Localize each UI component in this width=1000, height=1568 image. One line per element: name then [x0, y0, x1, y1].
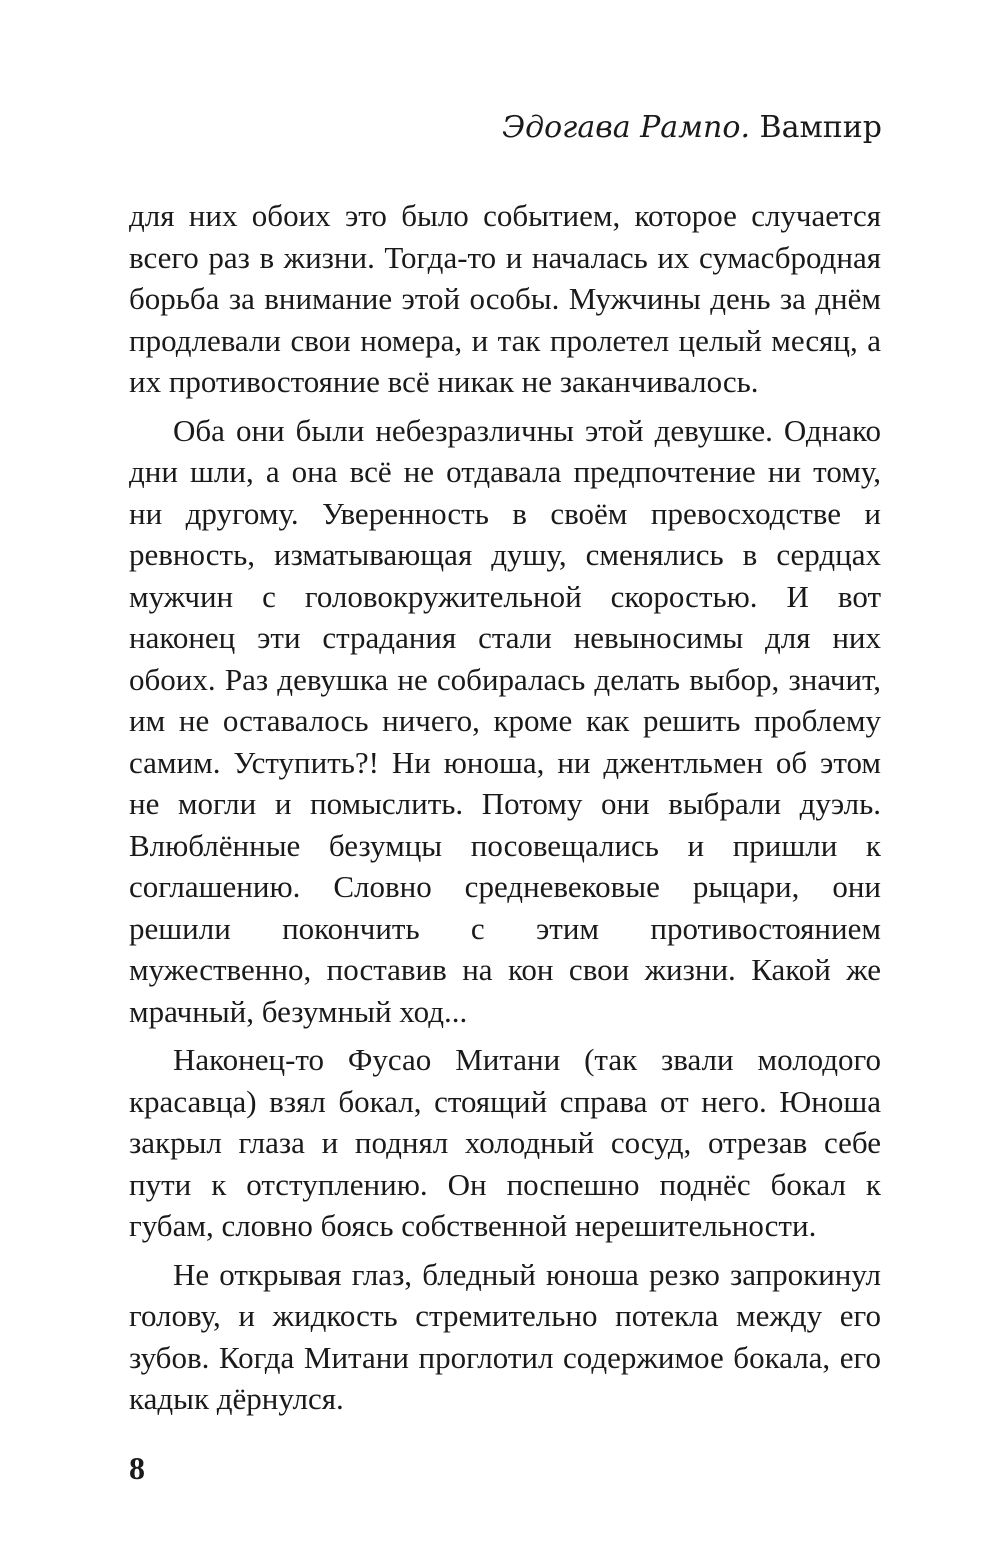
page-number: 8 [129, 1450, 145, 1486]
paragraph-3: Наконец-то Фусао Митани (так звали молодого красавца) взял бокал, стоящий справа от него. Юноша закрыл глаза и поднял холодный сосуд, отрезав себе пути к отступлению. Он поспешно поднёс бокал к губам, словно боясь собственной нерешительности. [129, 1042, 881, 1243]
running-head [502, 108, 882, 148]
paragraph-1: для них обоих это было событием, которое случается всего раз в жизни. Тогда-то и началась их сумасбродная борьба за внимание этой особы. Мужчины день за днём продлевали свои номера, и так пролетел целый месяц, а их противостояние всё никак не заканчивалось. [129, 198, 881, 399]
paragraph-4: Не открывая глаз, бледный юноша резко запрокинул голову, и жидкость стремительно потекла между его зубов. Когда Митани проглотил содержимое бокала, его кадык дёрнулся. [129, 1256, 881, 1416]
running-head-author: Эдогава Рампо. [502, 110, 750, 145]
body-text [129, 195, 881, 1427]
running-head-title: Вампир [759, 110, 882, 145]
paragraph-2: Оба они были небезразличны этой девушке. Однако дни шли, а она всё не отдавала предпочтение ни тому, ни другому. Уверенность в своём превосходстве и ревность, изматывающая душу, сменялись в сердцах мужчин с головокружительной скоростью. И вот наконец эти страдания стали невыносимы для них обоих. Раз девушка не собиралась делать выбор, значит, им не оставалось ничего, кроме как решить проблему самим. Уступить?! Ни юноша, ни джентльмен об этом не могли и помыслить. Потому они выбрали дуэль. Влюблённые безумцы посовещались и пришли к соглашению. Словно средневековые рыцари, они решили покончить с этим противостоянием мужественно, поставив на кон свои жизни. Какой же мрачный, безумный ход... [129, 412, 881, 1029]
